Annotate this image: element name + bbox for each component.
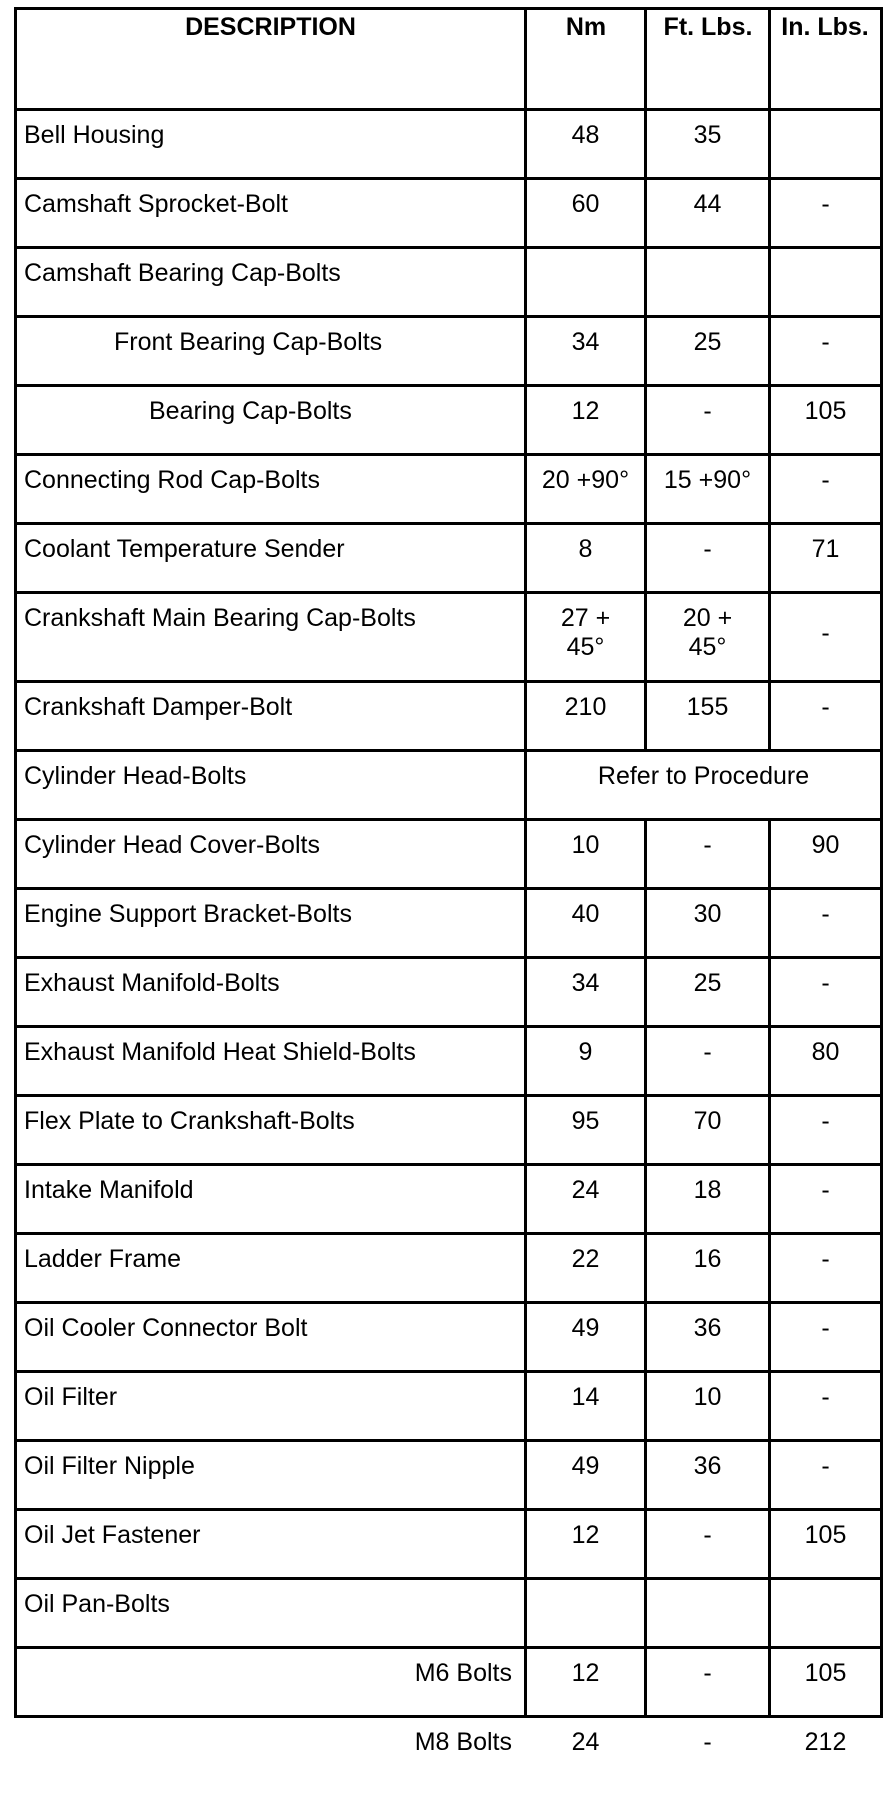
row-ftlbs: 70 bbox=[693, 1107, 722, 1135]
row-inlbs: - bbox=[821, 466, 830, 494]
row-description: Crankshaft Main Bearing Cap-Bolts bbox=[24, 604, 416, 632]
row-rule bbox=[14, 177, 883, 180]
row-ftlbs: 15 +90° bbox=[663, 466, 752, 494]
row-description: Oil Jet Fastener bbox=[24, 1521, 201, 1549]
row-nm: 95 bbox=[571, 1107, 600, 1135]
row-rule bbox=[14, 1715, 883, 1718]
row-inlbs: - bbox=[821, 1314, 830, 1342]
row-inlbs: 105 bbox=[804, 1521, 847, 1549]
row-ftlbs: 30 bbox=[693, 900, 722, 928]
row-description: Coolant Temperature Sender bbox=[24, 535, 345, 563]
row-nm: 10 bbox=[571, 831, 600, 859]
row-nm: 49 bbox=[571, 1452, 600, 1480]
header-nm: Nm bbox=[565, 13, 607, 41]
row-nm: 8 bbox=[578, 535, 593, 563]
row-ftlbs: 155 bbox=[686, 693, 729, 721]
row-ftlbs: 20 + 45° bbox=[682, 604, 733, 661]
row-rule bbox=[14, 1646, 883, 1649]
row-ftlbs: 44 bbox=[693, 190, 722, 218]
row-inlbs: 80 bbox=[811, 1038, 840, 1066]
row-ftlbs: 10 bbox=[693, 1383, 722, 1411]
row-rule bbox=[14, 818, 883, 821]
row-inlbs: - bbox=[821, 900, 830, 928]
row-rule bbox=[14, 1508, 883, 1511]
row-nm: 49 bbox=[571, 1314, 600, 1342]
row-description: Crankshaft Damper-Bolt bbox=[24, 693, 293, 721]
row-ftlbs: 16 bbox=[693, 1245, 722, 1273]
row-inlbs: - bbox=[821, 1176, 830, 1204]
header-description: DESCRIPTION bbox=[185, 13, 356, 41]
row-inlbs: 90 bbox=[811, 831, 840, 859]
row-description: M6 Bolts bbox=[414, 1659, 512, 1687]
row-description: Oil Pan-Bolts bbox=[24, 1590, 170, 1618]
row-description: M8 Bolts bbox=[414, 1728, 512, 1756]
row-description: Camshaft Sprocket-Bolt bbox=[24, 190, 288, 218]
row-description: Flex Plate to Crankshaft-Bolts bbox=[24, 1107, 355, 1135]
row-description: Connecting Rod Cap-Bolts bbox=[24, 466, 320, 494]
row-rule bbox=[14, 956, 883, 959]
row-ftlbs: 25 bbox=[693, 328, 722, 356]
row-description: Oil Cooler Connector Bolt bbox=[24, 1314, 308, 1342]
row-description: Camshaft Bearing Cap-Bolts bbox=[24, 259, 341, 287]
row-inlbs: - bbox=[821, 190, 830, 218]
row-rule bbox=[14, 453, 883, 456]
row-inlbs: 212 bbox=[804, 1728, 847, 1756]
row-inlbs: - bbox=[821, 328, 830, 356]
table-border-left bbox=[14, 7, 17, 1718]
row-rule bbox=[14, 1025, 883, 1028]
row-inlbs: - bbox=[821, 1383, 830, 1411]
row-rule bbox=[14, 384, 883, 387]
row-rule bbox=[14, 1577, 883, 1580]
row-ftlbs: - bbox=[703, 1038, 712, 1066]
row-nm: 48 bbox=[571, 121, 600, 149]
row-rule bbox=[14, 1439, 883, 1442]
header-inlbs: In. Lbs. bbox=[781, 13, 869, 41]
row-inlbs: - bbox=[821, 1107, 830, 1135]
row-nm: 12 bbox=[571, 397, 600, 425]
row-ftlbs: - bbox=[703, 831, 712, 859]
row-description: Ladder Frame bbox=[24, 1245, 182, 1273]
row-rule bbox=[14, 1094, 883, 1097]
row-rule bbox=[14, 108, 883, 111]
table-border-right bbox=[880, 7, 883, 1718]
row-description: Intake Manifold bbox=[24, 1176, 194, 1204]
row-ftlbs: 18 bbox=[693, 1176, 722, 1204]
row-description: Exhaust Manifold-Bolts bbox=[24, 969, 280, 997]
row-rule bbox=[14, 1232, 883, 1235]
row-nm: 12 bbox=[571, 1521, 600, 1549]
row-rule bbox=[14, 522, 883, 525]
row-nm: 9 bbox=[578, 1038, 593, 1066]
row-rule bbox=[14, 591, 883, 594]
row-inlbs: 71 bbox=[811, 535, 840, 563]
row-nm: 20 +90° bbox=[541, 466, 630, 494]
row-inlbs: - bbox=[821, 969, 830, 997]
row-description: Engine Support Bracket-Bolts bbox=[24, 900, 352, 928]
row-inlbs: 105 bbox=[804, 397, 847, 425]
row-ftlbs: - bbox=[703, 1521, 712, 1549]
row-nm: 24 bbox=[571, 1728, 600, 1756]
row-rule bbox=[14, 749, 883, 752]
row-rule bbox=[14, 680, 883, 683]
row-nm: 34 bbox=[571, 328, 600, 356]
row-nm: 34 bbox=[571, 969, 600, 997]
row-ftlbs: 35 bbox=[693, 121, 722, 149]
row-description: Bearing Cap-Bolts bbox=[149, 397, 352, 425]
row-ftlbs: - bbox=[703, 1728, 712, 1756]
row-inlbs: 105 bbox=[804, 1659, 847, 1687]
row-description: Cylinder Head-Bolts bbox=[24, 762, 247, 790]
row-rule bbox=[14, 1370, 883, 1373]
row-nm: 210 bbox=[564, 693, 607, 721]
row-nm: 27 + 45° bbox=[560, 604, 611, 661]
row-nm: 22 bbox=[571, 1245, 600, 1273]
row-rule bbox=[14, 1301, 883, 1304]
row-nm: 14 bbox=[571, 1383, 600, 1411]
row-nm: 40 bbox=[571, 900, 600, 928]
row-nm: 60 bbox=[571, 190, 600, 218]
row-ftlbs: - bbox=[703, 535, 712, 563]
row-merged-note: Refer to Procedure bbox=[597, 762, 810, 790]
row-description: Oil Filter bbox=[24, 1383, 118, 1411]
row-inlbs: - bbox=[821, 619, 830, 647]
row-nm: 24 bbox=[571, 1176, 600, 1204]
row-rule bbox=[14, 246, 883, 249]
row-ftlbs: 25 bbox=[693, 969, 722, 997]
row-description: Bell Housing bbox=[24, 121, 165, 149]
row-ftlbs: 36 bbox=[693, 1314, 722, 1342]
row-inlbs: - bbox=[821, 1245, 830, 1273]
row-description: Oil Filter Nipple bbox=[24, 1452, 195, 1480]
header-ftlbs: Ft. Lbs. bbox=[663, 13, 753, 41]
row-description: Cylinder Head Cover-Bolts bbox=[24, 831, 320, 859]
row-rule bbox=[14, 887, 883, 890]
row-inlbs: - bbox=[821, 693, 830, 721]
row-nm: 12 bbox=[571, 1659, 600, 1687]
row-description: Exhaust Manifold Heat Shield-Bolts bbox=[24, 1038, 416, 1066]
row-ftlbs: - bbox=[703, 397, 712, 425]
row-ftlbs: - bbox=[703, 1659, 712, 1687]
row-rule bbox=[14, 7, 883, 10]
row-inlbs: - bbox=[821, 1452, 830, 1480]
row-rule bbox=[14, 315, 883, 318]
row-description: Front Bearing Cap-Bolts bbox=[114, 328, 383, 356]
row-rule bbox=[14, 1163, 883, 1166]
row-ftlbs: 36 bbox=[693, 1452, 722, 1480]
